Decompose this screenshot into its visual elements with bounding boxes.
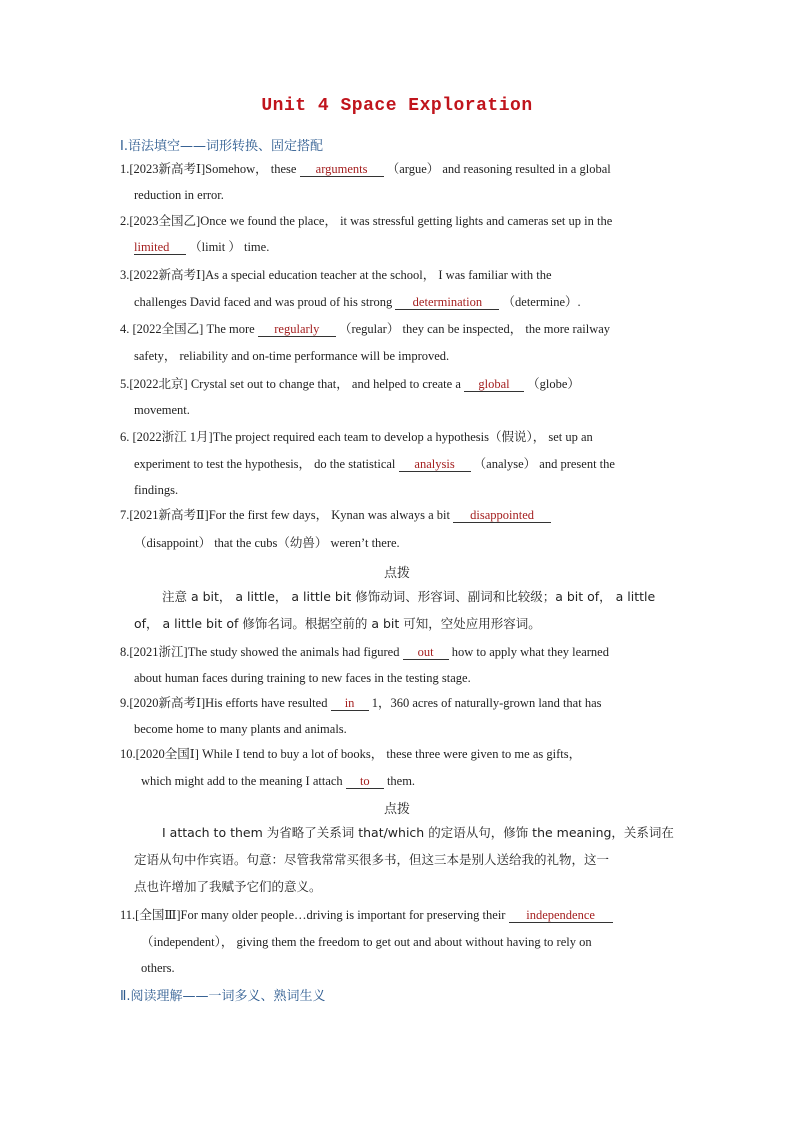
question-3-line-2: challenges David faced and was proud of his strong determination （determine）. — [134, 295, 581, 309]
answer-blank-11: independence — [509, 908, 613, 923]
section-heading-grammar: Ⅰ.语法填空——词形转换、固定搭配 — [120, 139, 323, 154]
question-7-line-1: 7.[2021新高考Ⅱ]For the first few days， Kynan was always a bit disappointed — [120, 507, 551, 523]
tip-2-line-3: 点也许增加了我赋予它们的意义。 — [134, 879, 322, 894]
question-9-line-2: become home to many plants and animals. — [134, 722, 347, 736]
tip-1-line-1: 注意 a bit， a little， a little bit 修饰动词、形容词、副词和比较级；a bit of， a little — [162, 589, 656, 604]
answer-blank-1: arguments — [300, 162, 384, 177]
question-4-line-1: 4. [2022全国乙] The more regularly （regular） they can be inspected， the more railway — [120, 322, 611, 336]
answer-blank-10: to — [346, 774, 384, 789]
question-1-line-2: reduction in error. — [134, 188, 224, 202]
question-2-line-2: limited （limit ） time. — [134, 240, 270, 254]
question-11-line-2: （independent）， giving them the freedom to get out and about without having to rely on — [141, 935, 592, 949]
tip-2-line-1: I attach to them 为省略了关系词 that/which 的定语从句，修饰 the meaning，关系词在 — [162, 825, 674, 840]
question-11-line-1: 11.[全国Ⅲ]For many older people…driving is important for preserving their independence — [120, 907, 613, 923]
answer-blank-3: determination — [395, 295, 499, 310]
question-3-line-1: 3.[2022新高考Ⅰ]As a special education teacher at the school， I was familiar with the — [120, 268, 552, 282]
question-10-line-1: 10.[2020全国Ⅰ] While I tend to buy a lot of books， these three were given to me as gifts， — [120, 747, 582, 761]
answer-blank-5: global — [464, 377, 524, 392]
question-6-line-2: experiment to test the hypothesis， do the statistical analysis （analyse） and present the — [134, 457, 615, 471]
question-5-line-2: movement. — [134, 403, 190, 417]
question-6-line-1: 6. [2022浙江 1月]The project required each team to develop a hypothesis（假说）， set up an — [120, 430, 593, 444]
question-5-line-1: 5.[2022北京] Crystal set out to change that， and helped to create a global （globe） — [120, 377, 580, 391]
answer-blank-6: analysis — [399, 457, 471, 472]
question-4-line-2: safety， reliability and on-time performance will be improved. — [134, 349, 450, 363]
answer-blank-2: limited — [134, 240, 186, 255]
answer-blank-8: out — [403, 645, 449, 660]
question-9-line-1: 9.[2020新高考Ⅰ]His efforts have resulted in 1，360 acres of naturally-grown land that has — [120, 696, 602, 710]
answer-blank-7: disappointed — [453, 508, 551, 523]
tip-label-1: 点拨 — [383, 566, 410, 581]
tip-label-2: 点拨 — [383, 802, 410, 817]
question-10-line-2: which might add to the meaning I attach to them. — [141, 774, 416, 788]
answer-blank-9: in — [331, 696, 369, 711]
answer-blank-4: regularly — [258, 322, 336, 337]
section-heading-reading: Ⅱ.阅读理解——一词多义、熟词生义 — [120, 989, 326, 1004]
question-2-line-1: 2.[2023全国乙]Once we found the place， it was stressful getting lights and cameras set up in the — [120, 214, 613, 228]
question-11-line-3: others. — [141, 961, 175, 975]
question-7-line-2: （disappoint） that the cubs（幼兽） weren’t there. — [134, 536, 400, 550]
tip-2-line-2: 定语从句中作宾语。句意：尽管我常常买很多书，但这三本是别人送给我的礼物，这一 — [134, 852, 610, 867]
question-8-line-2: about human faces during training to new faces in the testing stage. — [134, 671, 471, 685]
page-title: Unit 4 Space Exploration — [261, 96, 533, 116]
question-6-line-3: findings. — [134, 483, 179, 497]
question-1-line-1: 1.[2023新高考Ⅰ]Somehow， these arguments （argue） and reasoning resulted in a global — [120, 162, 611, 176]
tip-1-line-2: of， a little bit of 修饰名词。根据空前的 a bit 可知，空处应用形容词。 — [134, 616, 541, 631]
question-8-line-1: 8.[2021浙江]The study showed the animals had figured out how to apply what they learned — [120, 645, 609, 659]
